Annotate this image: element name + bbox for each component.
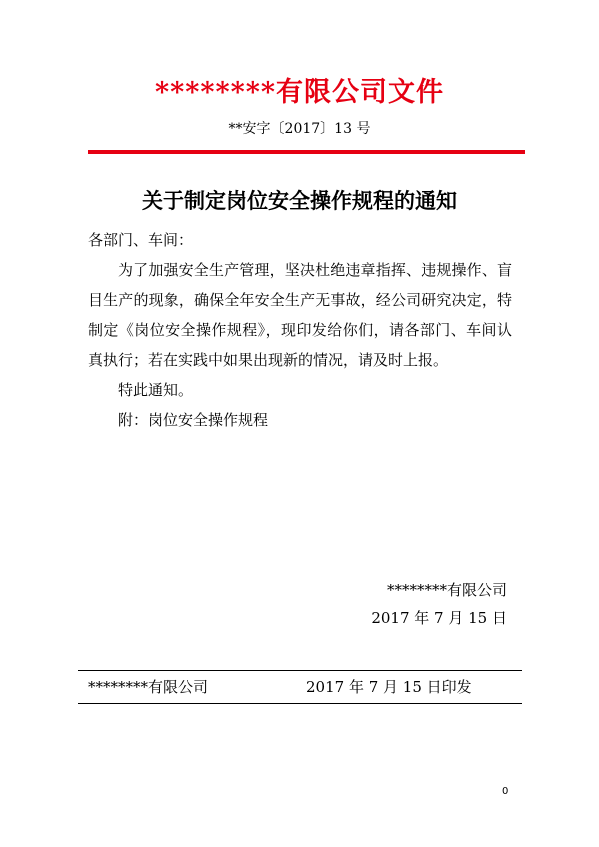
document-body bbox=[88, 225, 512, 435]
salutation: 各部门、车间： bbox=[88, 231, 194, 249]
signature-date: 2017 年 7 月 15 日 bbox=[371, 609, 507, 627]
footer-issue-date: 2017 年 7 月 15 日印发 bbox=[306, 678, 472, 696]
body-paragraph: 为了加强安全生产管理，坚决杜绝违章指挥、违规操作、盲目生产的现象，确保全年安全生产无事故，经公司研究决定，特制定《岗位安全操作规程》，现印发给你们，请各部门、车间认真执行；若在实践中如果出现新的情况，请及时上报。 bbox=[88, 261, 512, 369]
signature-org: ********有限公司 bbox=[386, 581, 507, 599]
document-number: **安字〔2017〕13 号 bbox=[228, 121, 371, 137]
red-divider bbox=[88, 150, 525, 154]
document-title: 关于制定岗位安全操作规程的通知 bbox=[142, 188, 457, 213]
attachment-line: 附：岗位安全操作规程 bbox=[118, 411, 269, 429]
org-header-title: ********有限公司文件 bbox=[155, 77, 444, 108]
footer-top-rule bbox=[78, 670, 522, 671]
signature-block bbox=[371, 576, 507, 632]
footer-org: ********有限公司 bbox=[88, 678, 209, 696]
page-number: 0 bbox=[502, 786, 509, 797]
footer-bottom-rule bbox=[78, 703, 522, 704]
notice-line: 特此通知。 bbox=[118, 381, 194, 399]
